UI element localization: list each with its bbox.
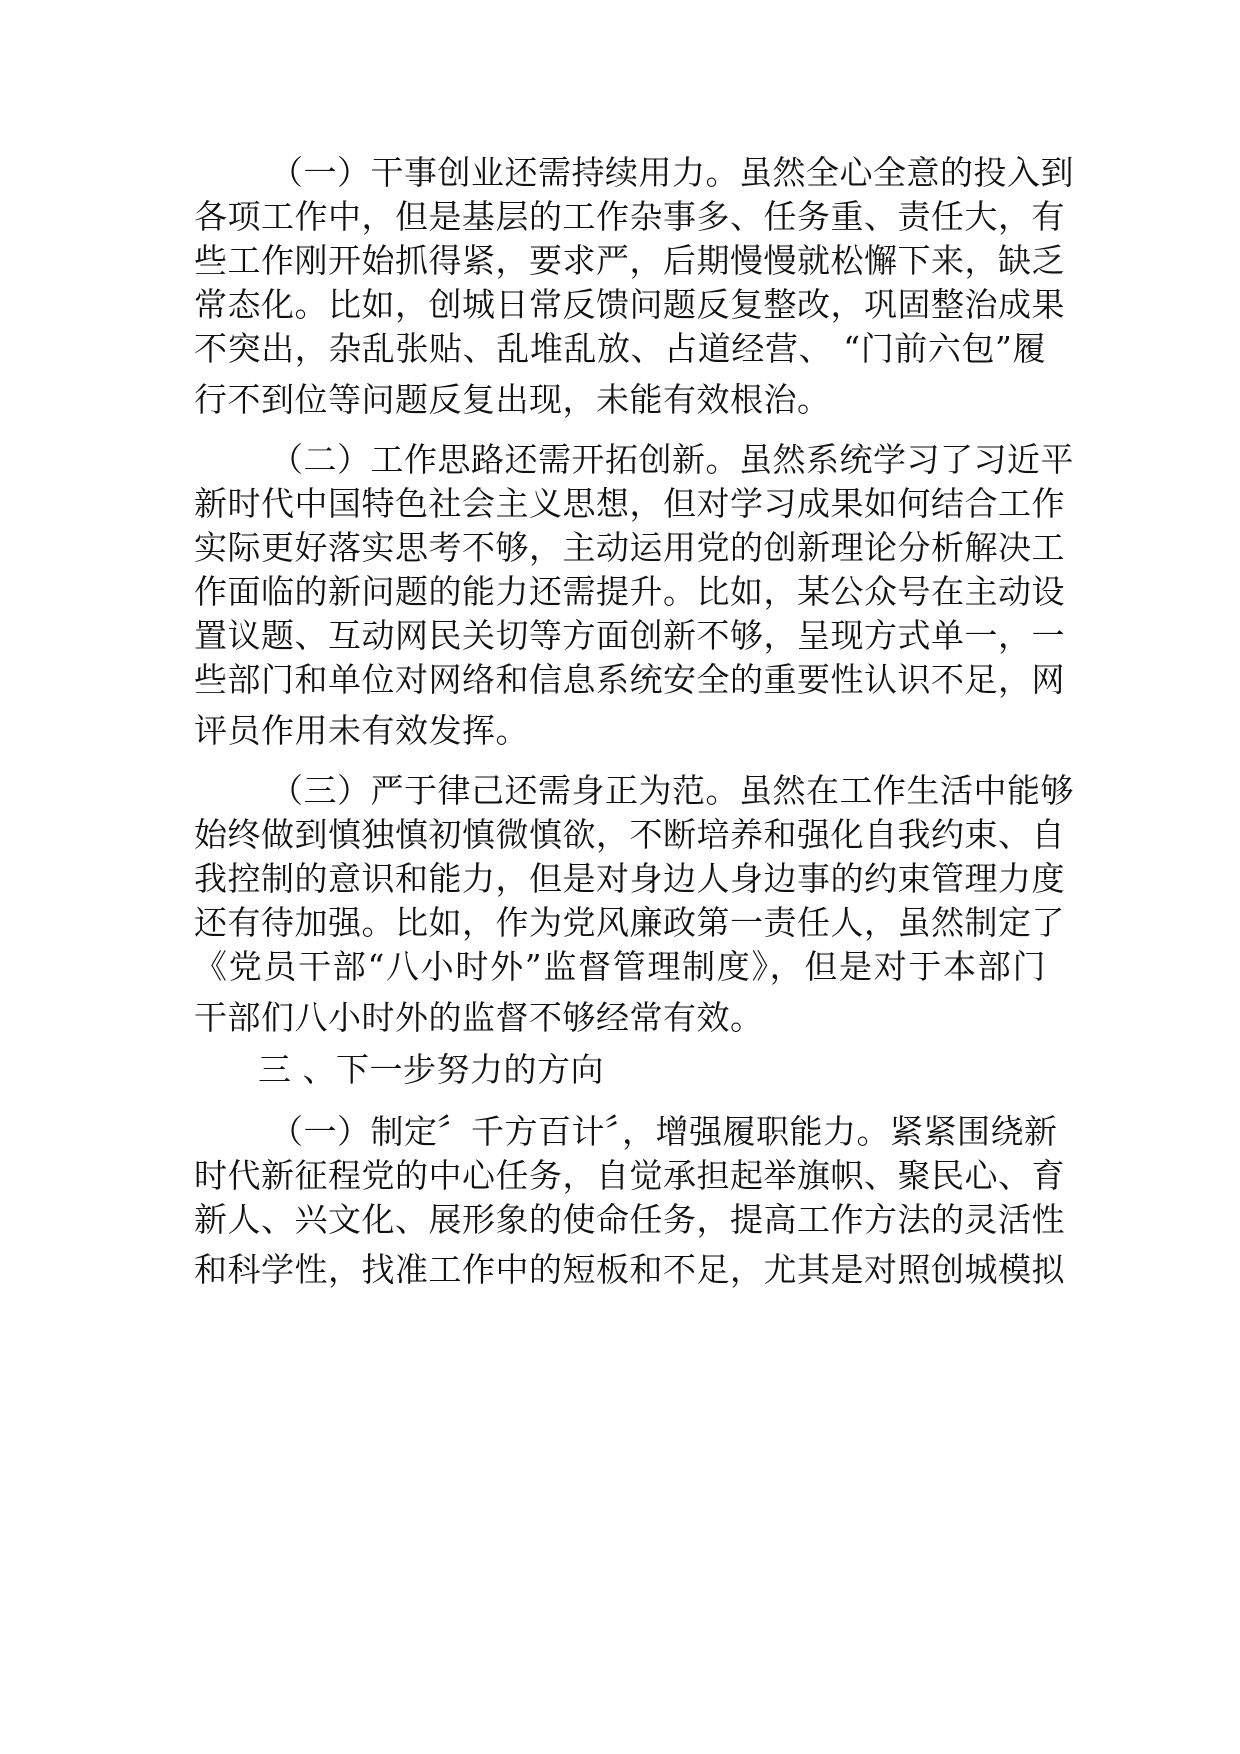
section-heading: 三 、下一步努力的方向 — [258, 1050, 604, 1089]
paragraph-line: 我控制的意识和能力，但是对身边人身边事的约束管理力度 — [194, 859, 1065, 898]
paragraph-line: 还有待加强。比如，作为党风廉政第一责任人，虽然制定了 — [194, 903, 1065, 942]
paragraph-line: （三）严于律己还需身正为范。虽然在工作生活中能够 — [270, 771, 1074, 810]
paragraph-line: 时代新征程党的中心任务，自觉承担起举旗帜、聚民心、育 — [194, 1156, 1065, 1195]
paragraph-line: （一）干事创业还需持续用力。虽然全心全意的投入到 — [270, 153, 1074, 192]
paragraph-line: 新时代中国特色社会主义思想，但对学习成果如何结合工作 — [194, 484, 1065, 523]
paragraph-line: 《党员干部“八小时外”监督管理制度》，但是对于本部门 — [194, 947, 1046, 986]
paragraph-line: 不突出，杂乱张贴、乱堆乱放、占道经营、 “门前六包”履 — [194, 329, 1046, 368]
paragraph-line: 各项工作中，但是基层的工作杂事多、任务重、责任大，有 — [194, 197, 1065, 236]
paragraph-line: 评员作用未有效发挥。 — [194, 711, 529, 750]
paragraph-line: （二）工作思路还需开拓创新。虽然系统学习了习近平 — [270, 440, 1074, 479]
paragraph-line: 些部门和单位对网络和信息系统安全的重要性认识不足，网 — [194, 660, 1065, 699]
paragraph-line: 始终做到慎独慎初慎微慎欲，不断培养和强化自我约束、自 — [194, 815, 1065, 854]
paragraph-line: 干部们八小时外的监督不够经常有效。 — [194, 998, 764, 1037]
paragraph-line: 作面临的新问题的能力还需提升。比如，某公众号在主动设 — [194, 572, 1065, 611]
paragraph-line: （一）制定〞千方百计〞，增强履职能力。紧紧围绕新 — [270, 1112, 1058, 1151]
paragraph-line: 置议题、互动网民关切等方面创新不够，呈现方式单一，一 — [194, 616, 1065, 655]
paragraph-line: 些工作刚开始抓得紧，要求严，后期慢慢就松懈下来，缺乏 — [194, 241, 1065, 280]
paragraph-line: 实际更好落实思考不够，主动运用党的创新理论分析解决工 — [194, 528, 1065, 567]
paragraph-line: 和科学性，找准工作中的短板和不足，尤其是对照创城模拟 — [194, 1250, 1065, 1289]
paragraph-line: 行不到位等问题反复出现，未能有效根治。 — [194, 380, 831, 419]
paragraph-line: 新人、兴文化、展形象的使命任务，提高工作方法的灵活性 — [194, 1200, 1065, 1239]
paragraph-line: 常态化。比如，创城日常反馈问题反复整改，巩固整治成果 — [194, 285, 1065, 324]
